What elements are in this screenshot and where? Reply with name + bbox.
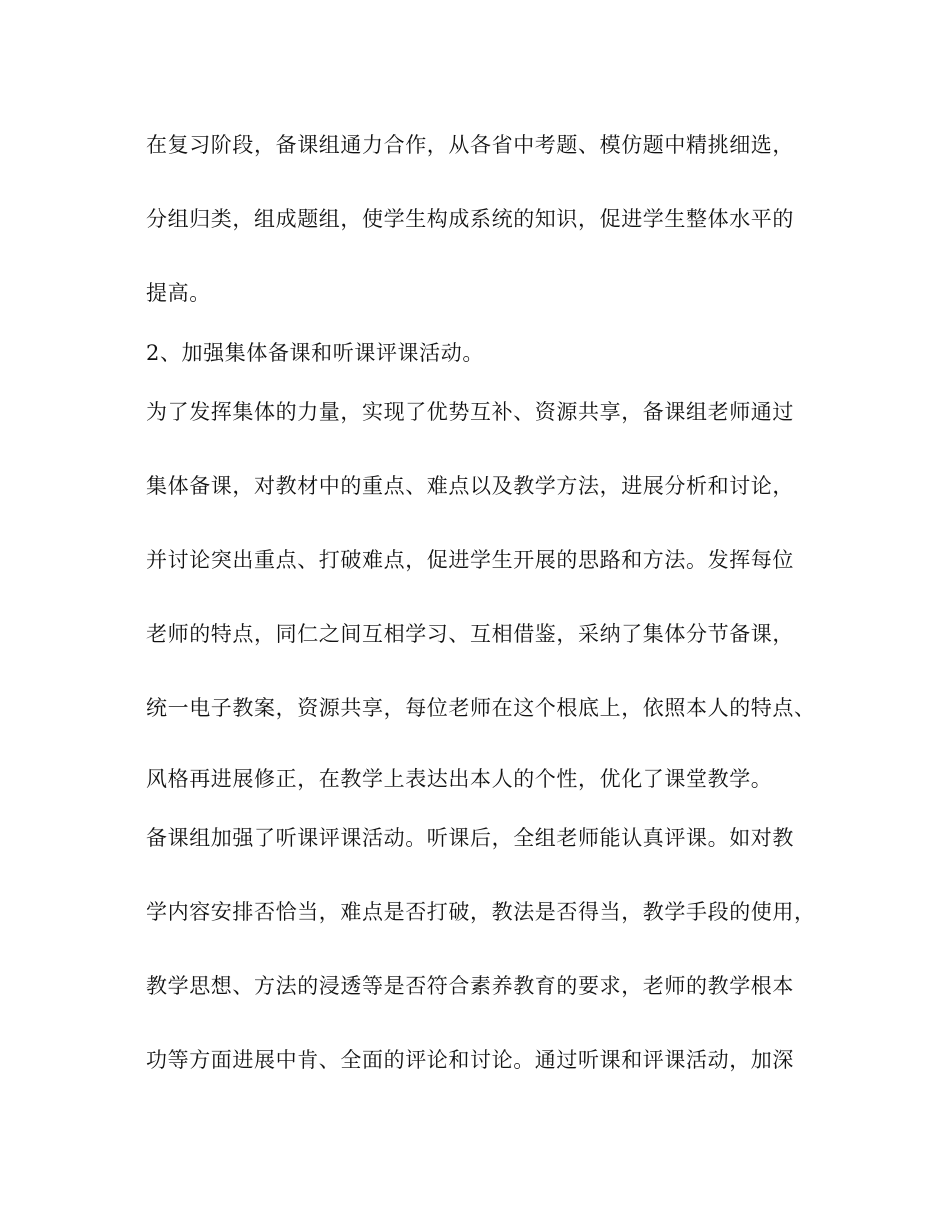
text-line: 教学思想、方法的浸透等是否符合素养教育的要求，老师的教学根本 xyxy=(146,974,794,998)
section-heading: 2、加强集体备课和听课评课活动。 xyxy=(146,341,484,365)
text-line: 提高。 xyxy=(146,281,211,305)
text-line: 分组归类，组成题组，使学生构成系统的知识，促进学生整体水平的 xyxy=(146,207,794,231)
text-line: 风格再进展修正，在教学上表达出本人的个性，优化了课堂教学。 xyxy=(146,767,773,791)
text-line: 在复习阶段，备课组通力合作，从各省中考题、模仿题中精挑细选， xyxy=(146,133,794,157)
text-line: 学内容安排否恰当，难点是否打破，教法是否得当，教学手段的使用， xyxy=(146,900,816,924)
text-line: 统一电子教案，资源共享，每位老师在这个根底上，依照本人的特点、 xyxy=(146,696,816,720)
text-line: 老师的特点，同仁之间互相学习、互相借鉴，采纳了集体分节备课， xyxy=(146,622,794,646)
text-line: 备课组加强了听课评课活动。听课后，全组老师能认真评课。如对教 xyxy=(146,826,794,850)
text-line: 并讨论突出重点、打破难点，促进学生开展的思路和方法。发挥每位 xyxy=(146,548,794,572)
text-line: 集体备课，对教材中的重点、难点以及教学方法，进展分析和讨论， xyxy=(146,474,794,498)
text-line: 为了发挥集体的力量，实现了优势互补、资源共享，备课组老师通过 xyxy=(146,400,794,424)
text-line: 功等方面进展中肯、全面的评论和讨论。通过听课和评课活动，加深 xyxy=(146,1048,794,1072)
